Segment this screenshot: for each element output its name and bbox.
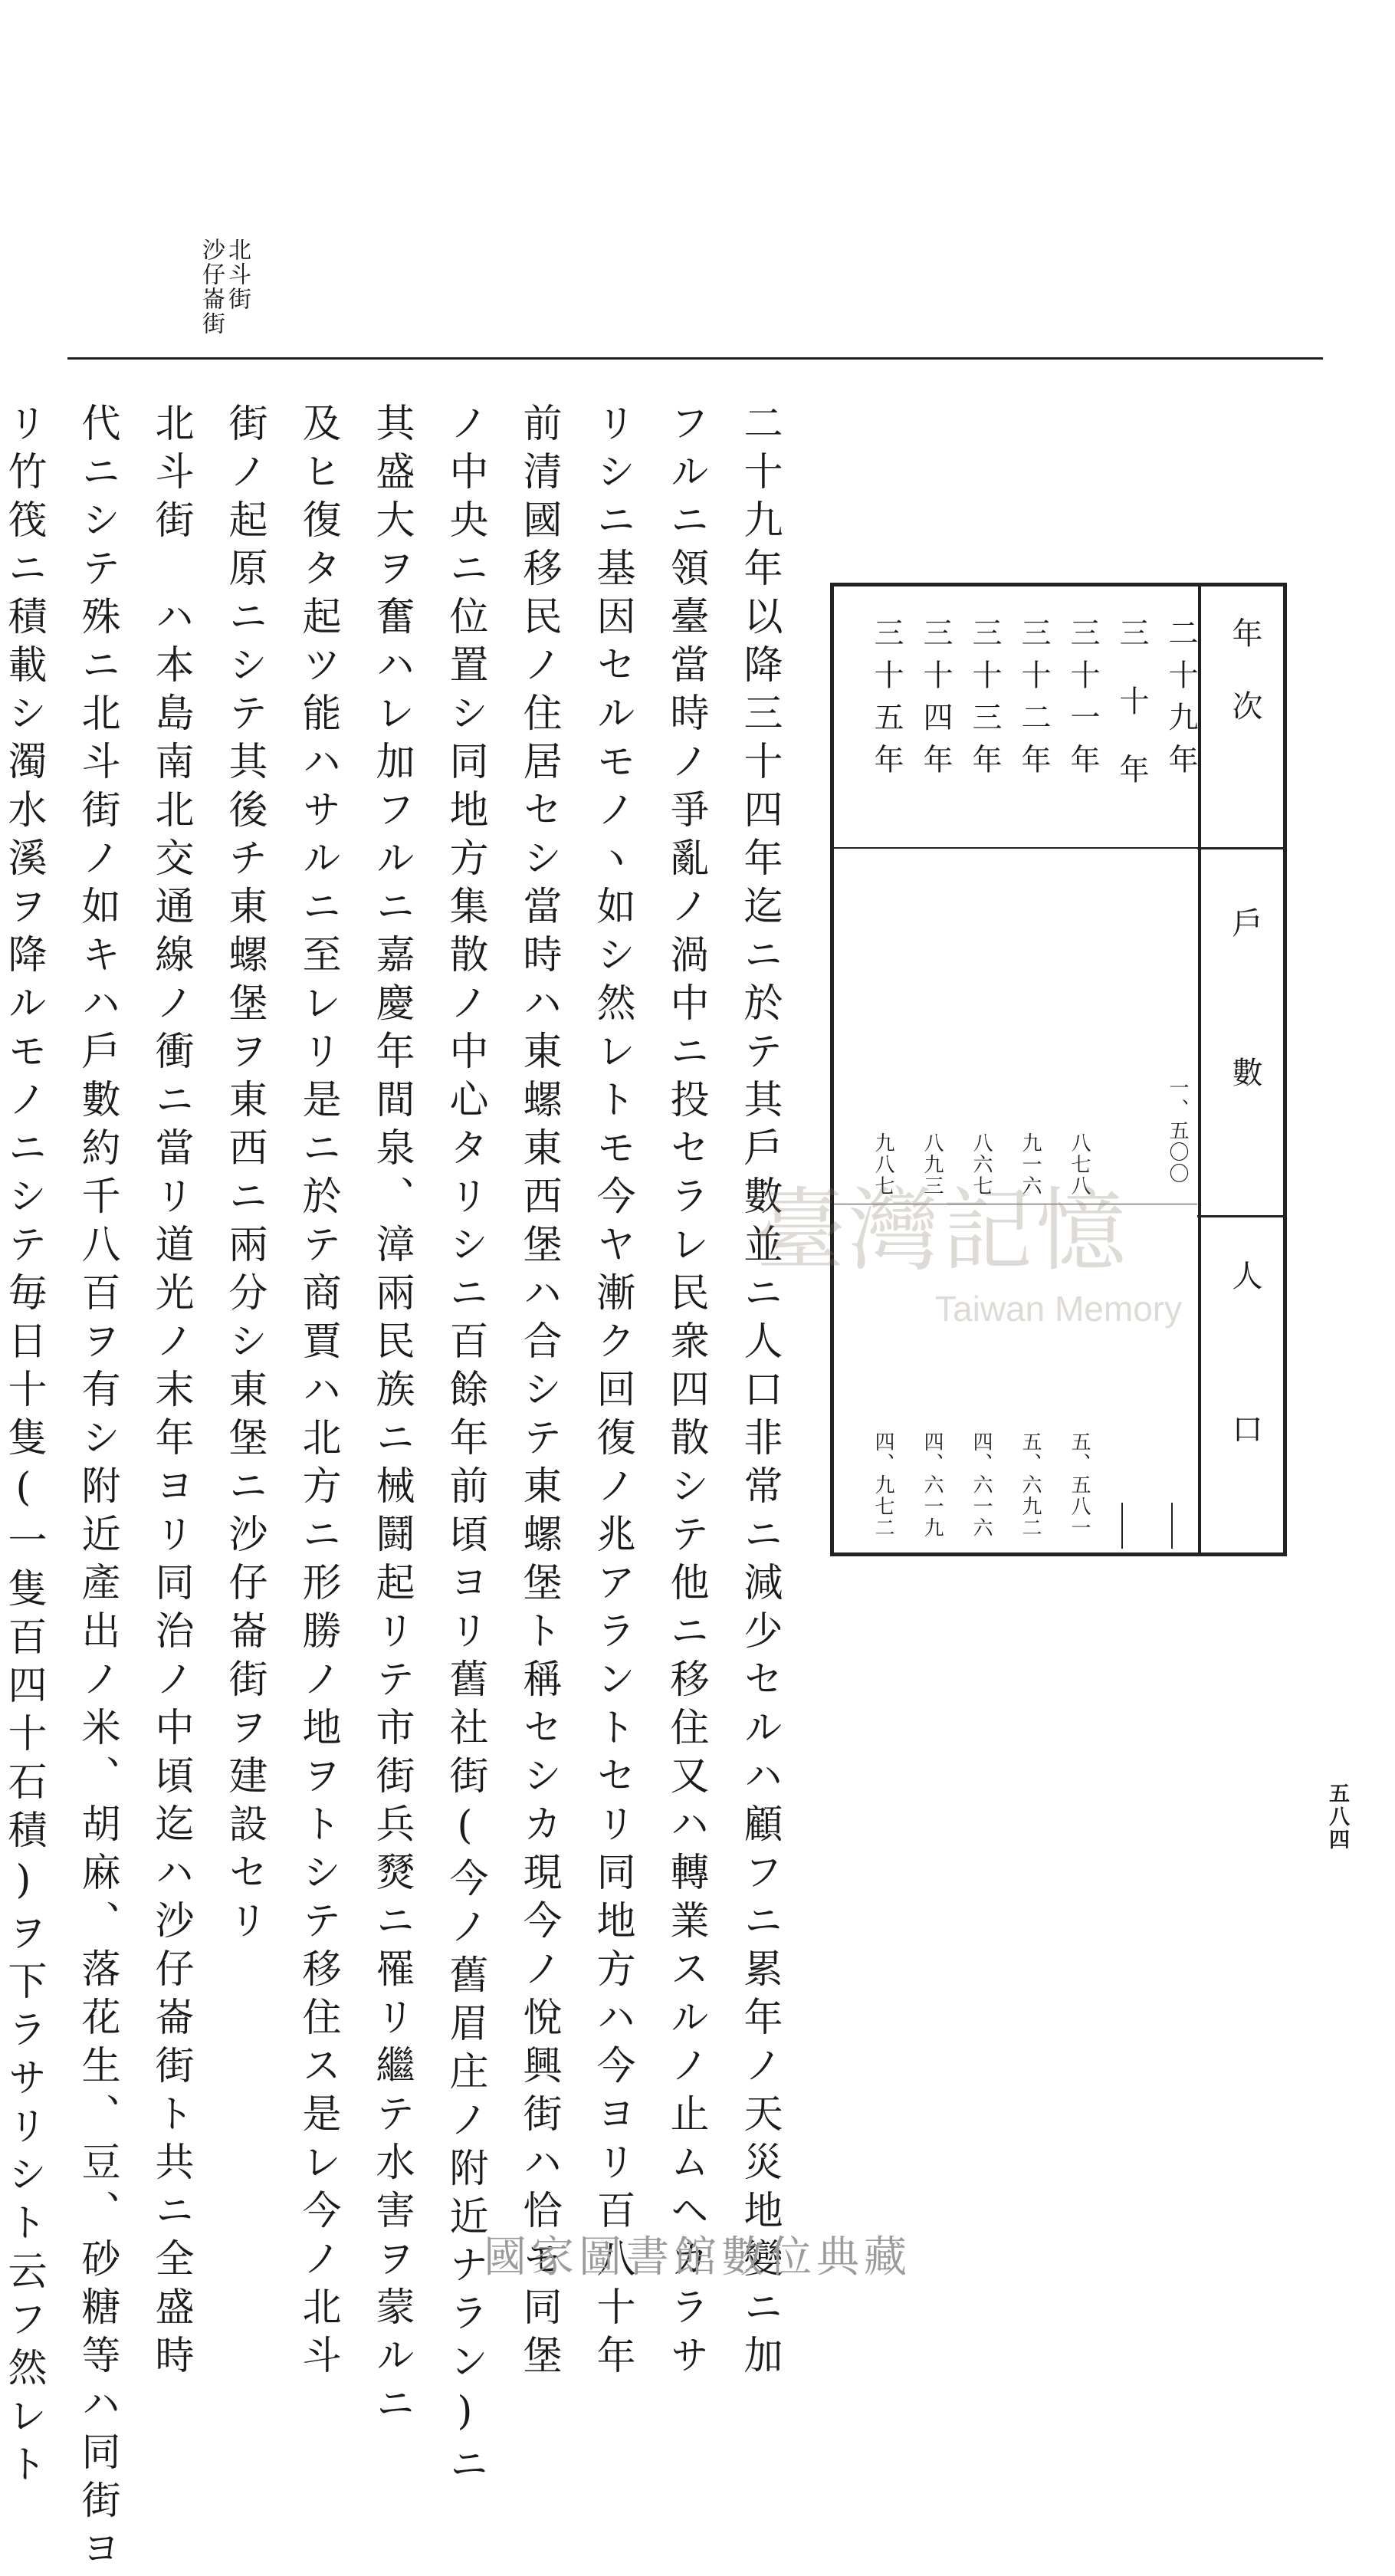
header-population: 人口 [1227,1260,1262,1566]
main-text [0,402,796,2576]
text-column: ノ中央ニ位置シ同地方集散ノ中心タリシニ百餘年前頃ヨリ舊社街(今ノ舊眉庄ノ附近ナラン)ニ [442,402,487,2492]
households-cell: 九八七 [871,1132,894,1197]
text-column: リシニ基因セルモノヽ如シ然レトモ今ヤ漸ク回復ノ兆アラントセリ同地方ハ今ヨリ百八十年 [589,402,635,2383]
running-head [198,238,250,360]
watermark-cjk: 臺灣記憶 [755,1178,1130,1283]
year-cell: 三十四年 [918,617,953,786]
stats-table [830,583,1287,1566]
population-cell: 四、九七二 [871,1431,894,1539]
footer-caption: 國家圖書館數位典藏 [484,2233,911,2282]
year-cell: 三十二年 [1016,617,1051,786]
header-year: 年次 [1227,617,1262,763]
year-cell: 三十五年 [869,617,904,786]
table-tick [1171,1503,1173,1549]
running-head-line: 沙仔崙街 [198,238,225,336]
text-column: 及ヒ復タ起ツ能ハサルニ至レリ是ニ於テ商賈ハ北方ニ形勝ノ地ヲトシテ移住ス是レ今ノ北斗 [295,402,340,2383]
text-column: 其盛大ヲ奮ハレ加フルニ嘉慶年間泉、漳兩民族ニ械鬪起リテ市街兵燹ニ罹リ繼テ水害ヲ蒙ルニ [369,402,414,2431]
table-divider [834,847,1197,849]
households-cell: 八七八 [1068,1132,1091,1197]
table-tick [1121,1503,1123,1549]
population-cell: 四、六一九 [921,1431,944,1539]
year-cell: 三十一年 [1065,617,1100,786]
households-cell: 八六七 [970,1132,993,1197]
page-number: 五八四 [1325,1783,1349,1852]
households-cell: 九一六 [1019,1132,1042,1197]
table-divider [1197,847,1283,849]
text-column: 前清國移民ノ住居セシ當時ハ東螺東西堡ハ合シテ東螺堡ト稱セシカ現今ノ悅興街ハ恰モ同堡 [516,402,561,2383]
text-column: 代ニシテ殊ニ北斗街ノ如キハ戶數約千八百ヲ有シ附近產出ノ米、胡麻、落花生、豆、砂糖等ハ同街ヨ [74,402,120,2576]
text-column: 街ノ起原ニシテ其後チ東螺堡ヲ東西ニ兩分シ東堡ニ沙仔崙街ヲ建設セリ [222,402,267,1948]
text-column: 北斗街 ハ本島南北交通線ノ衝ニ當リ道光ノ末年ヨリ同治ノ中頃迄ハ沙仔崙街ト共ニ全盛時 [148,402,193,2383]
population-cell: 五、五八一 [1068,1431,1091,1539]
households-cell: 一、五〇〇 [1166,1077,1189,1184]
watermark-latin: Taiwan Memory [935,1289,1183,1329]
households-cell: 八九三 [921,1132,944,1197]
year-cell: 三十三年 [967,617,1002,786]
year-cell: 二十九年 [1164,617,1198,786]
header-households: 戶數 [1227,907,1262,1206]
text-column: リ竹筏ニ積載シ濁水溪ヲ降ルモノニシテ毎日十隻(一隻百四十石積)ヲ下ラサリシト云フ然レト [1,402,46,2492]
text-column: 二十九年以降三十四年迄ニ於テ其戶數並ニ人口非常ニ減少セルハ顧フニ累年ノ天災地變ニ加 [737,402,782,2383]
table-divider [1197,1215,1283,1217]
header-rule [67,357,1323,360]
population-cell: 五、六九二 [1019,1431,1042,1539]
running-head-line: 北斗街 [224,238,251,311]
text-column: フルニ領臺當時ノ爭亂ノ渦中ニ投セラレ民衆四散シテ他ニ移住又ハ轉業スルノ止ムヘカラサ [663,402,708,2383]
year-cell: 三十年 [1114,617,1149,822]
population-cell: 四、六一六 [970,1431,993,1539]
